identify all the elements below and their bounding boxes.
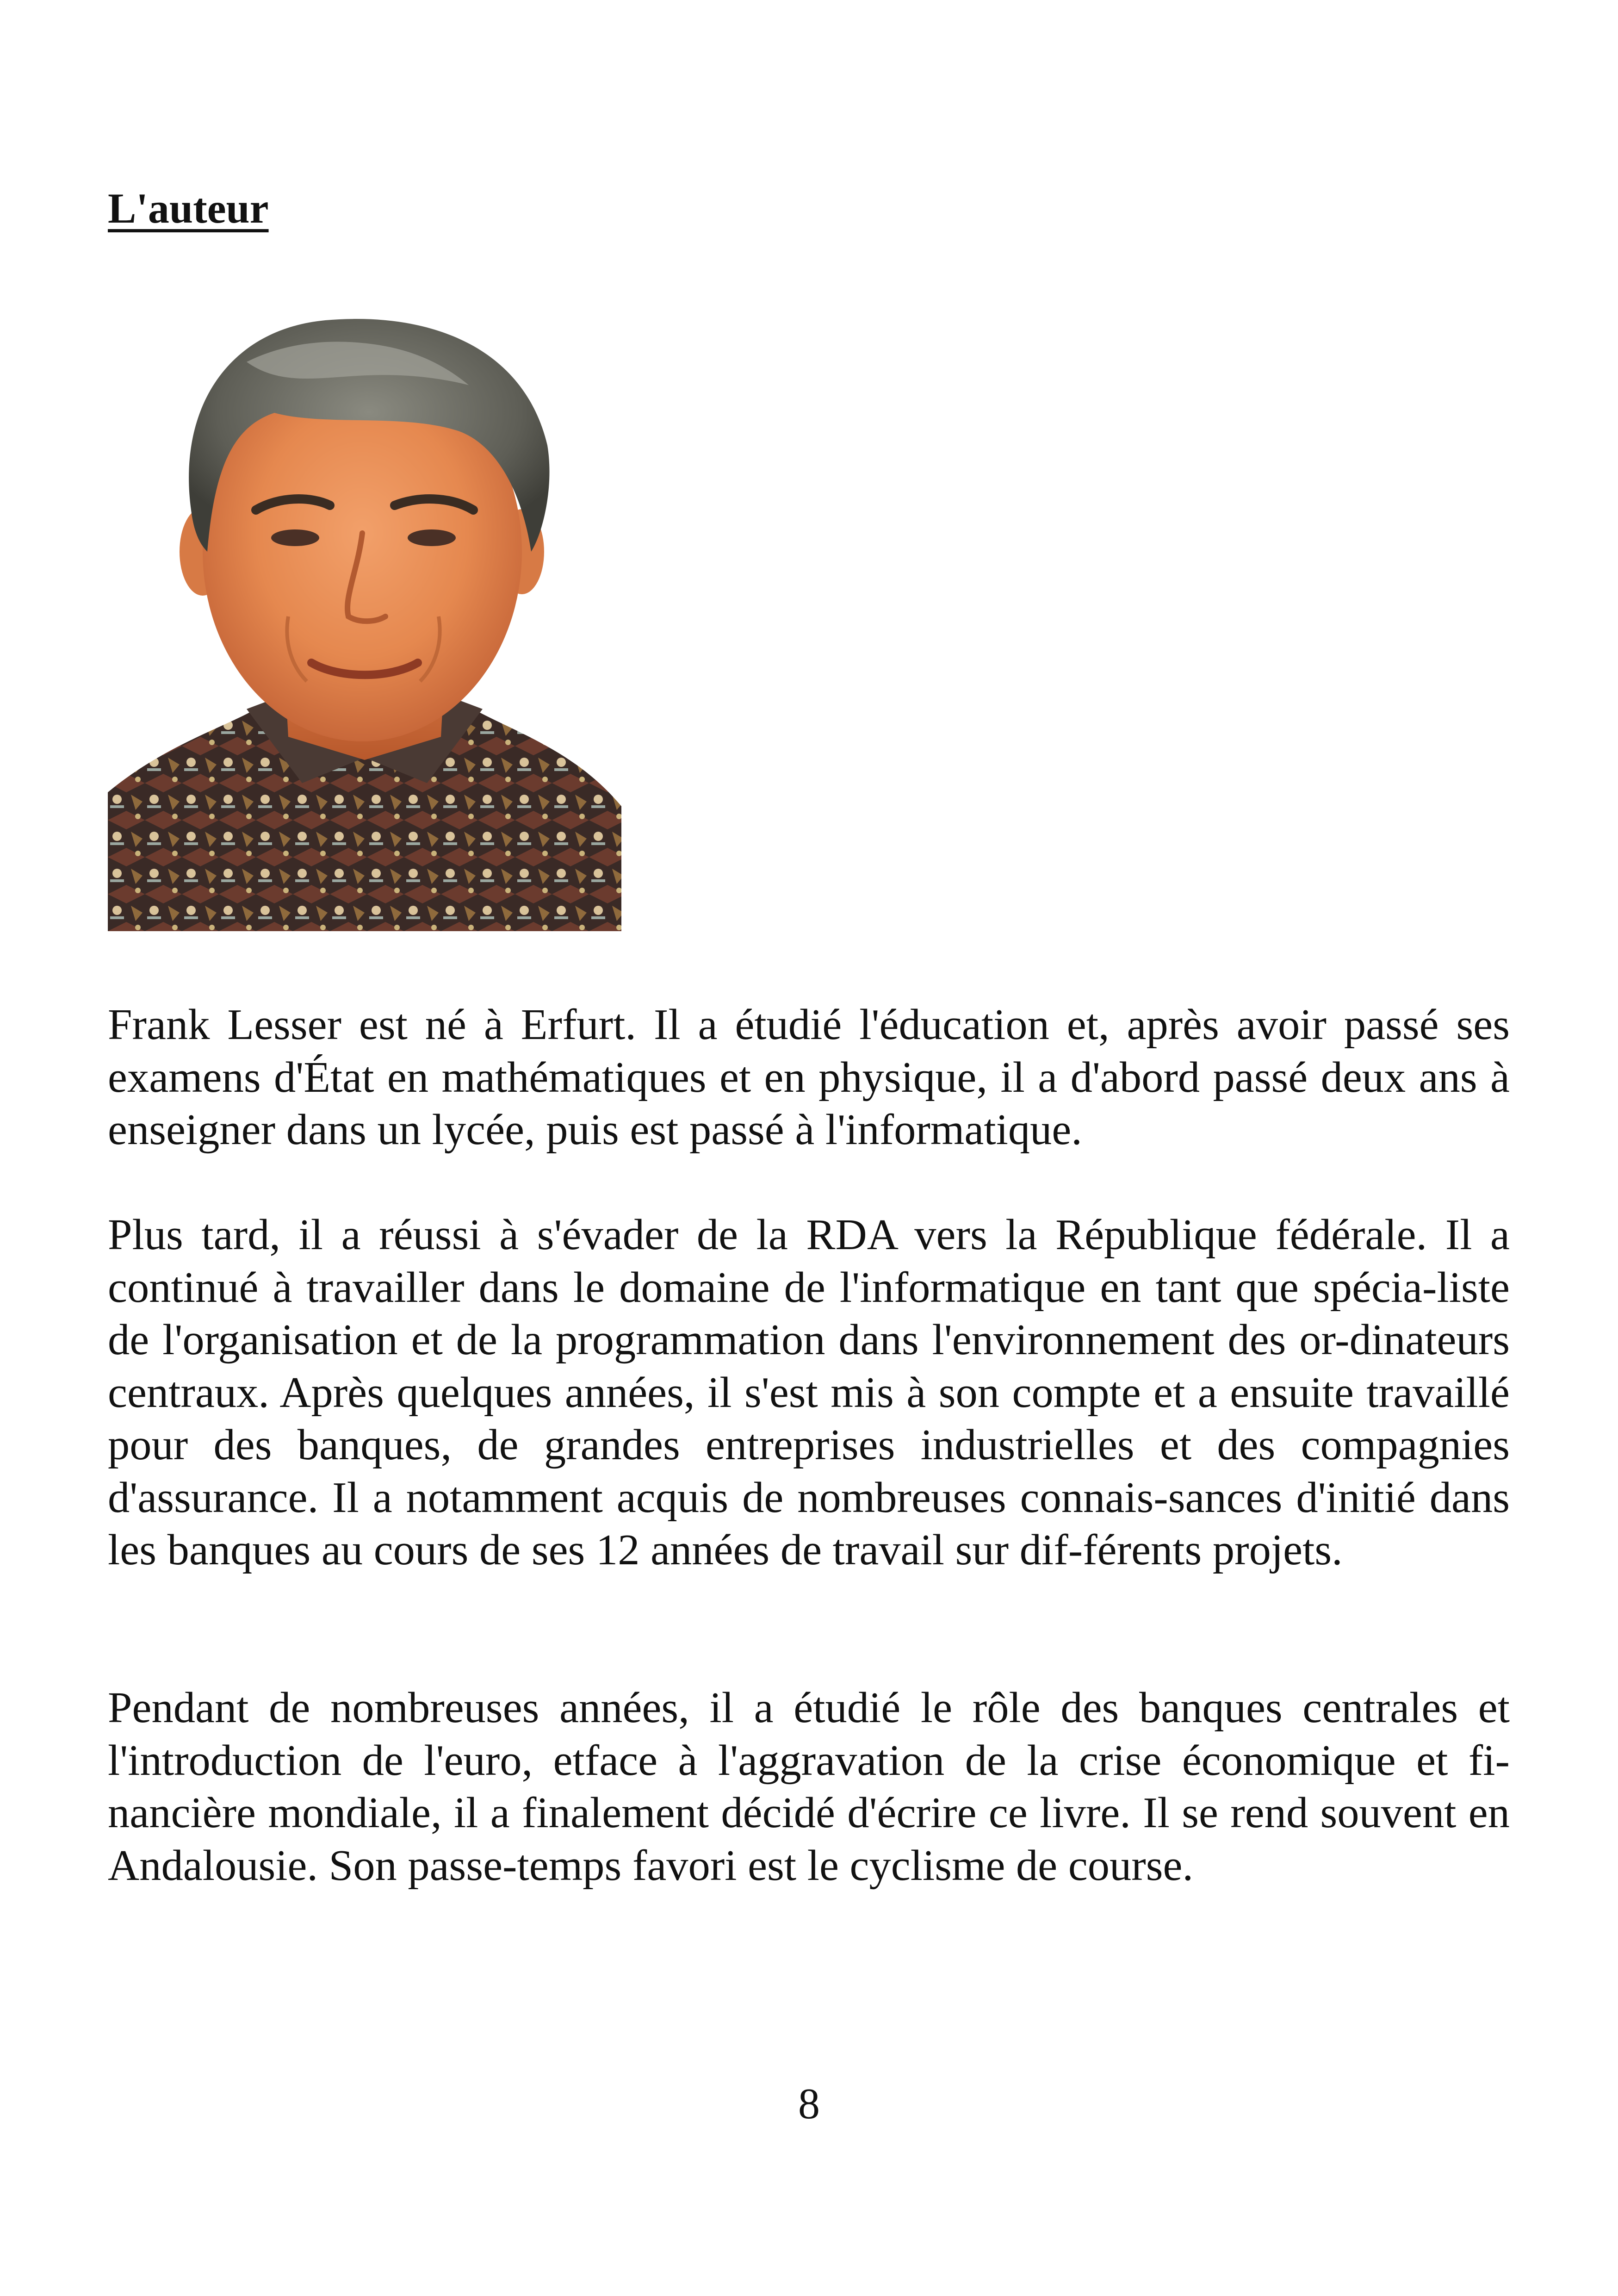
author-photo-icon bbox=[108, 292, 621, 931]
author-portrait bbox=[108, 292, 621, 931]
paragraph-biography-book: Pendant de nombreuses années, il a étudié le rôle des banques centrales et l'introduction de l'euro, etface à l'aggravation de la crise économique et fi-nancière mondiale, il a finalement décidé d'écrire ce livre. Il se rend souvent en Andalousie. Son passe-temps favori est le cyclisme de course. bbox=[108, 1684, 1510, 1890]
paragraph-biography-career: Plus tard, il a réussi à s'évader de la RDA vers la République fédérale. Il a continué à travailler dans le domaine de l'informatique en tant que spécia-liste de l'organisation et de la programmation dans l'environnement des or-dinateurs centraux. Après quelques années, il s'est mis à son compte et a ensuite travaillé pour des banques, de grandes entreprises industrielles et des compagnies d'assurance. Il a notamment acquis de nombreuses connais-sances d'initié dans les banques au cours de ses 12 années de travail sur dif-férents projets. bbox=[108, 1211, 1510, 1574]
page-number: 8 bbox=[798, 2080, 820, 2128]
paragraph-biography-intro: Frank Lesser est né à Erfurt. Il a étudié l'éducation et, après avoir passé ses examens d'État en mathématiques et en physique, il a d'abord passé deux ans à enseigner dans un lycée, puis est passé à l'informatique. bbox=[108, 1001, 1510, 1154]
section-heading: L'auteur bbox=[108, 185, 269, 232]
